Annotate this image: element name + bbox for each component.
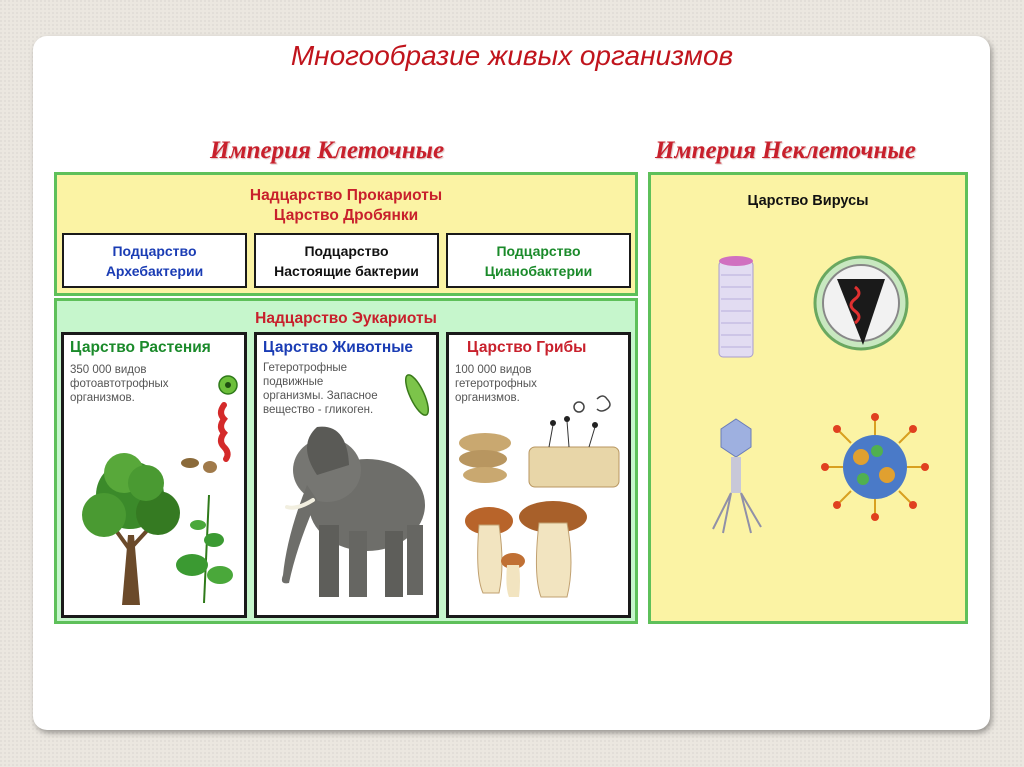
- kingdom-viruses-title: Царство Вирусы: [747, 193, 869, 209]
- prokaryotes-heading: [57, 186, 635, 226]
- kingdom-animals-title: Царство Животные: [263, 339, 414, 356]
- desc-line: вещество - гликоген.: [263, 404, 374, 416]
- desc-line: организмов.: [70, 392, 135, 404]
- desc-line: 100 000 видов: [455, 364, 532, 376]
- desc-line: 350 000 видов: [70, 364, 147, 376]
- desc-line: подвижные: [263, 376, 324, 388]
- subkingdom-name: Цианобактерии: [484, 262, 593, 279]
- superkingdom-prokaryotes: Надцарство Прокариоты: [249, 187, 443, 204]
- animals-illustration: [257, 335, 437, 615]
- empire-noncellular-heading: Империя Неклеточные: [655, 137, 916, 164]
- desc-line: гетеротрофных: [455, 378, 537, 390]
- subkingdom-true-bacteria: [254, 233, 439, 288]
- kingdom-fungi-title: Царство Грибы: [467, 339, 587, 356]
- kingdom-plants-title: Царство Растения: [70, 339, 211, 356]
- subkingdom-name: Настоящие бактерии: [274, 262, 419, 279]
- subkingdom-archaebacteria: [62, 233, 247, 288]
- kingdom-fungi-card: [446, 332, 631, 618]
- subkingdom-cyanobacteria: [446, 233, 631, 288]
- desc-line: фотоавтотрофных: [70, 378, 169, 390]
- desc-line: организмы. Запасное: [263, 390, 378, 402]
- subkingdom-name: Архебактерии: [105, 262, 204, 279]
- kingdom-animals-card: [254, 332, 439, 618]
- kingdom-drobyanki: Царство Дробянки: [273, 207, 419, 224]
- subkingdom-label: Подцарство: [112, 242, 197, 259]
- subkingdom-label: Подцарство: [496, 242, 581, 259]
- desc-line: организмов.: [455, 392, 520, 404]
- eukaryotes-heading: Надцарство Эукариоты: [255, 310, 437, 327]
- page-title: Многообразие живых организмов: [290, 40, 734, 71]
- fungi-illustration: [449, 335, 629, 615]
- viruses-illustration: [651, 175, 965, 621]
- plants-illustration: [64, 335, 244, 615]
- empire-cellular-heading: Империя Клеточные: [210, 137, 445, 164]
- viruses-box: [648, 172, 968, 624]
- desc-line: Гетеротрофные: [263, 362, 348, 374]
- kingdom-plants-card: [61, 332, 247, 618]
- subkingdom-label: Подцарство: [304, 242, 389, 259]
